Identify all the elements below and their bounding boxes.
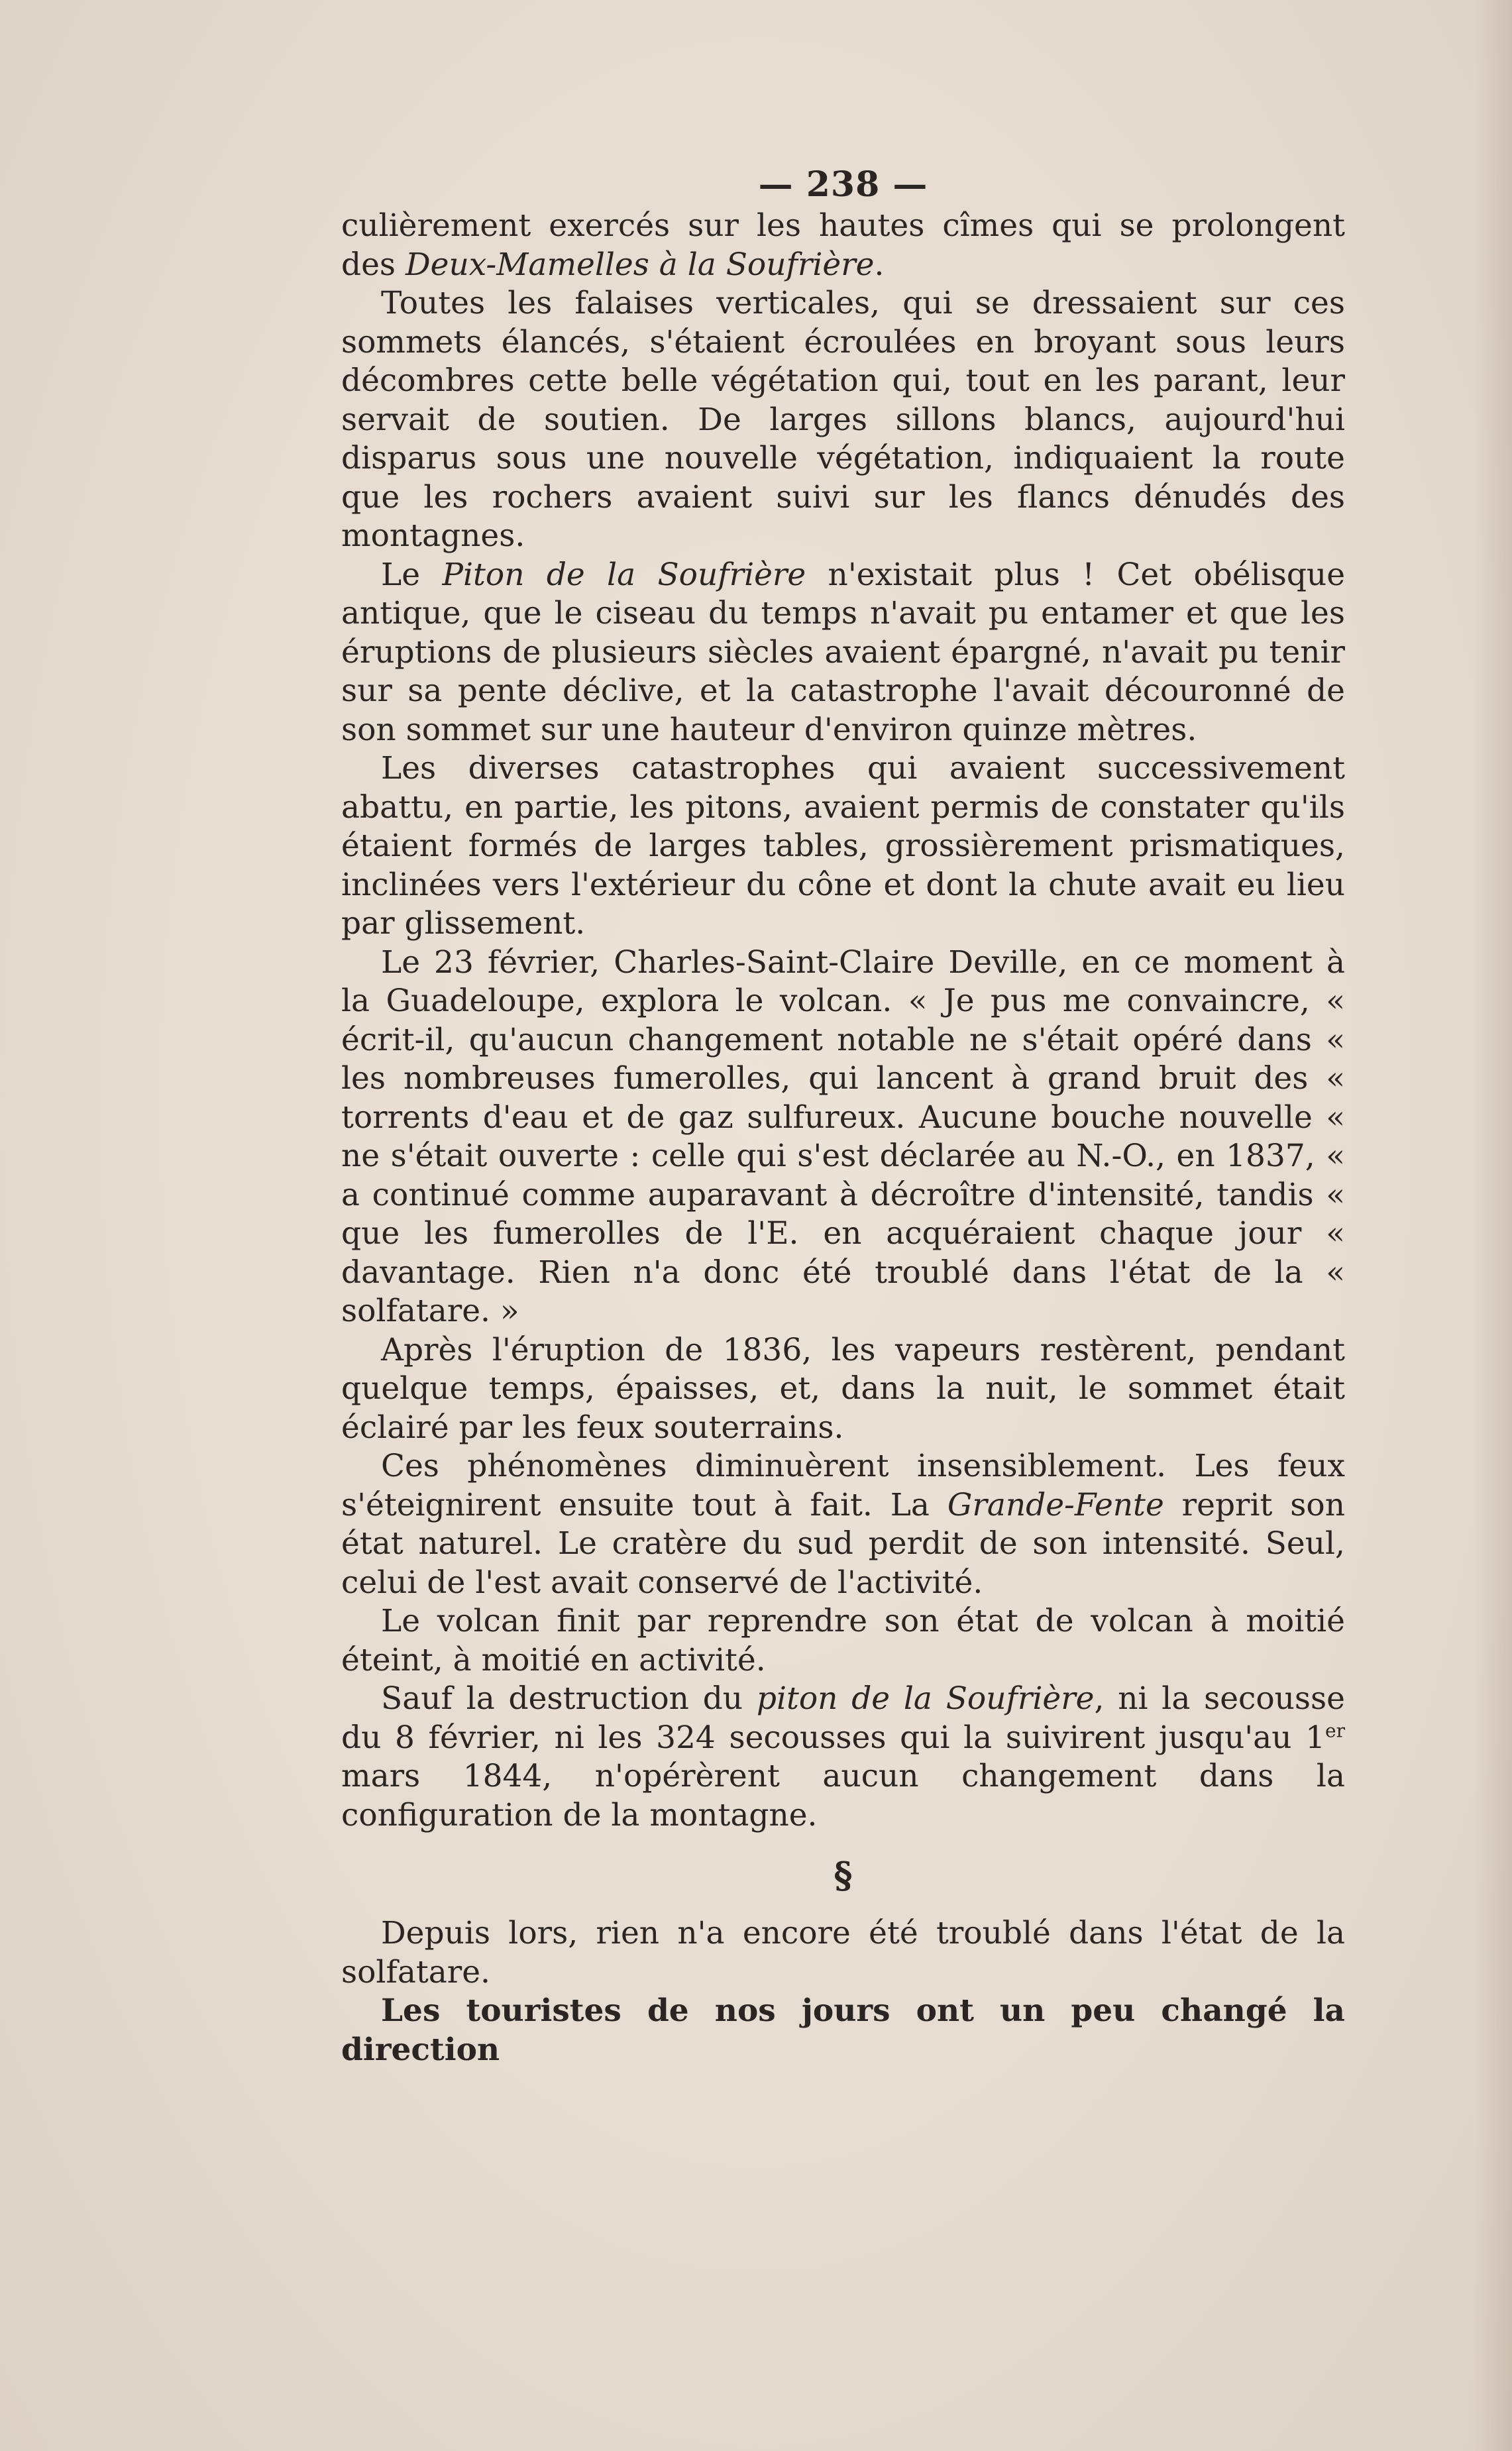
paragraph [341,284,1345,556]
section-separator [341,1836,1345,1914]
paragraph [341,1331,1345,1448]
paragraphs-after [341,1914,1345,2069]
text-run: Le volcan finit par reprendre son état de volcan à moitié éteint, à moitié en activité. [341,1603,1345,1678]
italic-text: Deux-Mamelles à la Soufrière [405,246,875,283]
text-run: Le [381,556,443,593]
text-run: n'existait plus ! Cet obélisque antique, que le ciseau du temps n'avait pu entamer et que les éruptions de plusieurs siècles avaient épargné, n'avait pu tenir sur sa pente déclive, et la catastrophe l'avait découronné de son sommet sur une hauteur d'environ quinze mètres. [341,556,1346,748]
text-run: Les diverses catastrophes qui avaient successivement abattu, en partie, les pitons, avaient permis de constater qu'ils étaient formés de larges tables, grossièrement prismatiques, inclinées vers l'extérieur du cône et dont la chute avait eu lieu par glissement. [341,750,1345,942]
paragraph [341,1992,1345,2069]
paragraph [341,556,1345,750]
text-run: , ni la secousse du 8 février, ni les 324 secousses qui la suivirent jusqu'au 1 [341,1680,1345,1756]
text-run: Sauf la destruction du [381,1680,757,1717]
text-run: Ces phénomènes diminuèrent insensiblement. Les feux s'éteignirent ensuite tout à fait. La [341,1448,1345,1523]
text-run: Toutes les falaises verticales, qui se dressaient sur ces sommets élancés, s'étaient écroulées en broyant sous leurs décombres cette belle végétation qui, tout en les parant, leur servait de soutien. De larges sillons blancs, aujourd'hui disparus sous une nouvelle végétation, indiquaient la route que les rochers avaient suivi sur les flancs dénudés des montagnes. [341,285,1345,554]
text-run: Les touristes de nos jours ont un peu changé la direction [341,1992,1345,2068]
page-number-text: — 238 — [758,164,928,205]
separator-mark: § [834,1854,853,1896]
italic-text: piton de la Soufrière [756,1680,1095,1717]
text-run: mars 1844, n'opérèrent aucun changement dans la configuration de la montagne. [341,1758,1345,1833]
text-run: culièrement exercés sur les hautes cîmes qui se prolongent des [341,207,1345,283]
text-run: reprit son état naturel. Le cratère du sud perdit de son intensité. Seul, celui de l'est avait conservé de l'activité. [341,1486,1345,1601]
paragraphs-main [341,207,1345,1835]
paragraph [341,944,1345,1331]
superscript-text: er [1325,1719,1345,1741]
paragraph [341,1914,1345,1992]
paragraph [341,207,1345,284]
italic-text: Grande-Fente [947,1486,1164,1523]
text-block [341,166,1345,2069]
text-run: Le 23 février, Charles-Saint-Claire Deville, en ce moment à la Guadeloupe, explora le volcan. « Je pus me convaincre, « écrit-il, qu'aucun changement notable ne s'était opéré dans « les nombreuses fumerolles, qui lancent à grand bruit des « torrents d'eau et de gaz sulfureux. Aucune bouche nouvelle « ne s'était ouverte : celle qui s'est déclarée au N.-O., en 1837, « a continué comme auparavant à décroître d'intensité, tandis « que les fumerolles de l'E. en acquéraient chaque jour « davantage. Rien n'a donc été troublé dans l'état de la « solfatare. » [341,944,1345,1329]
text-run: Depuis lors, rien n'a encore été troublé dans l'état de la solfatare. [341,1915,1345,1990]
page-edge-shadow [1472,0,1512,2451]
page-number [341,166,1345,207]
paragraph [341,749,1345,944]
paragraph [341,1447,1345,1602]
italic-text: Piton de la Soufrière [442,556,806,593]
text-run: Après l'éruption de 1836, les vapeurs restèrent, pendant quelque temps, épaisses, et, dans la nuit, le sommet était éclairé par les feux souterrains. [341,1331,1345,1446]
text-run: . [874,246,885,283]
paragraph [341,1602,1345,1680]
paragraph [341,1680,1345,1835]
